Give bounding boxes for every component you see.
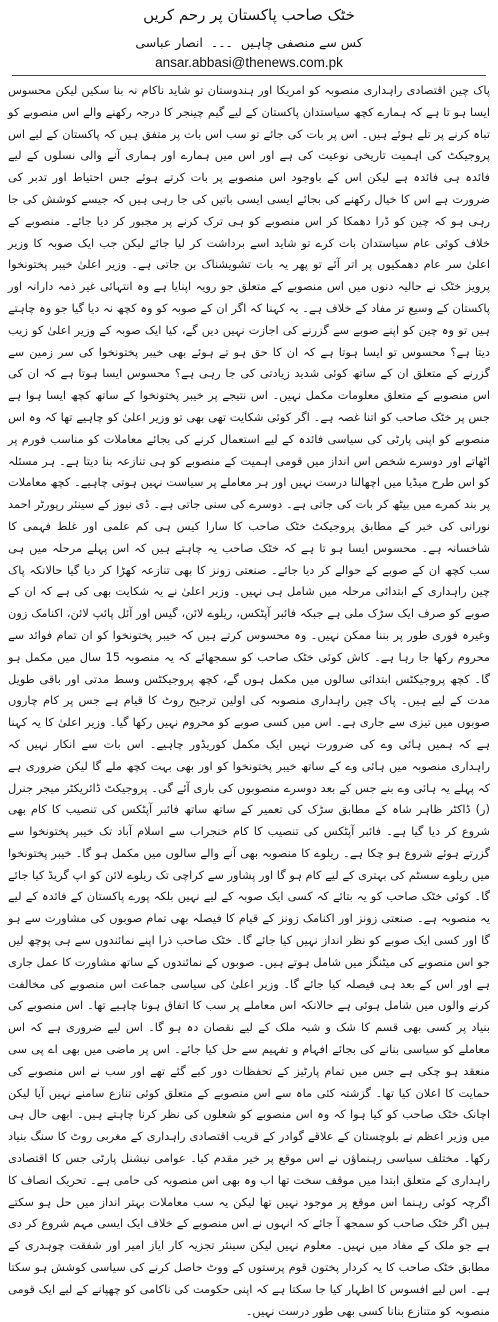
byline	[6, 34, 492, 52]
header-divider	[12, 75, 486, 76]
column-subtitle: کس سے منصفی چاہیں	[240, 35, 363, 50]
byline-separator: ۔۔۔	[210, 35, 233, 50]
article-body: پاک چین اقتصادی راہداری منصوبہ کو امریکا اور ہندوستان تو شاید ناکام نہ بنا سکیں لیکن محسوس ایسا ہو تا ہے کہ ہمارے کچھ سیاستدان پاکستان کے لیے گیم چینجر کا درجہ رکھنے والے اس منصوبے کو تباہ کرنے پر تلے ہوئے ہیں۔ اس پر بات کی جائے تو سب اس بات پر متفق ہیں کہ پاکستان کے لیے اس پروجیکٹ کی اہمیت تاریخی نوعیت کی ہے اور اس میں ہمارے اور ہماری آنے والی نسلوں کے لیے فائدہ ہی فائدہ ہے لیکن اس کے باوجود اس منصوبے پر بات کرتے ہوئے جس احتیاط اور تدبر کی ضرورت ہے اس کا خیال رکھنے کی بجائے ایسی ایسی باتیں کی جا رہی ہیں کہ جیسے کوشش کی جا رہی ہو کہ چین کو ڈرا دھمکا کر اس منصوبے کو ہی ترک کرنے پر مجبور کر دیا جائے۔ منصوبے کے خلاف کوئی عام سیاستدان بات کرے تو شاید اسے برداشت کر لیا جائے لیکن جب ایک صوبہ کا وزیر اعلیٰ سر عام دھمکیوں پر اتر آئے تو پھر یہ بات تشویشناک بن جاتی ہے۔ وزیر اعلیٰ خیبر پختونخوا پرویز خٹک نے حالیہ دنوں میں اس منصوبے کے متعلق جو رویہ اپنایا ہے وہ انتہائی غیر ذمہ دارانہ اور پاکستان کے وسیع تر مفاد کے خلاف ہے۔ یہ کہنا کہ اگر ان کے صوبہ کو وہ کچھ نہ دیا گیا جو وہ چاہتے ہیں تو وہ چین کو اپنے صوبے سے گزرنے کی اجازت نہیں دیں گے، کیا ایک صوبہ کے وزیر اعلیٰ کو زیب دیتا ہے؟ محسوس تو ایسا ہوتا ہے کہ ان کا حق ہو تے ہوئے بھی خیبر پختونخوا کی سر زمین سے گزرنے کے متعلق ان کے ساتھ کوئی شدید زیادتی کی جا رہی ہے؟ محسوس ایسا ہوتا ہے کہ ان کی اس منصوبے کے متعلق معلومات مکمل نہیں۔ اس نتیجے پر خیبر پختونخوا کے ساتھ کچھ ایسا ہوا ہے جس پر خٹک صاحب کو اتنا غصہ ہے۔ اگر کوئی شکایت تھی بھی تو وزیر اعلیٰ کو چاہیے تھا کہ وہ اس منصوبے کو اپنی پارٹی کی سیاسی فائدہ کے لیے استعمال کرنے کی بجائے معاملات کو مناسب فورم پر اٹھاتے اور دوسرے شخص اس انداز میں قومی اہمیت کے منصوبے کو ہی تنازعہ بنا دیتا ہے۔ ہر مسئلہ کو اس طرح میڈیا میں اچھالنا درست نہیں اور ہر معاملے پر سیاست نہیں ہوتی چاہیے۔ کچھ معاملات پر بند کمرے میں بیٹھ کر بات کی جاتی ہے۔ دوسرے کی سنی جاتی ہے۔ ڈی نیوز کے سینئر رپورٹر احمد نورانی کی خبر کے مطابق پروجیکٹ خٹک صاحب کا سارا کیس ہی کم علمی اور غلط فہمی کا شاخسانہ ہے۔ محسوس ایسا ہو تا ہے کہ خٹک صاحب یہ چاہتے ہیں کہ اس پہلے مرحلہ میں ہی سب کچھ ان کے صوبے کے حوالے کر دیا جائے۔ صنعتی زونز کا بھی تنازعہ کھڑا کر دیا گیا حالانکہ پاک چین راہداری کے ابتدائی مرحلہ میں شامل ہی نہیں۔ وزیر اعلیٰ نے یہ شکایت بھی کی ہے کہ ان کے صوبے کو صرف ایک سڑک ملی ہے جبکہ فائبر آپٹکس، ریلوے لائن، گیس اور آئل پائپ لائن، اکنامک زون وغیرہ فوری طور پر بننا ممکن نہیں۔ وہ محسوس کرتے ہیں کہ خیبر پختونخوا کو ان تمام فوائد سے محروم رکھا جا رہا ہے۔ کاش کوئی خٹک صاحب کو سمجھائے کہ یہ منصوبہ 15 سال میں مکمل ہو گا۔ کچھ پروجیکٹس ابتدائی سالوں میں مکمل ہوں گے، کچھ پروجیکٹس وسط مدتی اور باقی طویل مدت کے لیے ہیں۔ پاک چین راہداری منصوبہ کی اولین ترجیح روٹ کا قیام ہے جس پر کام چاروں صوبوں میں تیزی سے جاری ہے۔ اس میں کسی صوبے کو محروم نہیں رکھا گیا۔ وزیر اعلیٰ کا یہ کہنا ہے کہ ہمیں ہائی وے کی ضرورت نہیں ایک مکمل کوریڈور چاہیے۔ اس بات سے انکار نہیں کہ راہداری منصوبہ میں ہائی وے کے ساتھ خیبر پختونخوا کو اور بھی بہت کچھ ملے گا لیکن ضروری ہے کہ پہلے یہ ہائی وے بنے جس کے بعد دوسرے منصوبوں کی باری آئے گی۔ پروجیکٹ ڈائریکٹر میجر جنرل (ر) ڈاکٹر ظاہر شاہ کے مطابق سڑک کی تعمیر کے ساتھ ساتھ فائبر آپٹکس کی تنصیب کا کام بھی شروع کر دیا گیا ہے۔ فائبر آپٹکس کی تنصیب کا کام خنجراب سے اسلام آباد تک خیبر پختونخوا سے گزرتے ہوئے شروع ہو چکا ہے۔ ریلوے کا منصوبہ بھی آنے والے سالوں میں مکمل ہو گا۔ خیبر پختونخوا میں ریلوے سسٹم کی بہتری کے لیے کام ہو گا اور پشاور سے کراچی تک ریلوے لائن کو اپ گریڈ کیا جائے گا۔ کوئی خٹک صاحب کو یہ بتائے کہ کسی ایک صوبہ کے لیے نہیں بلکہ پورے پاکستان کے فائدہ کے لیے یہ منصوبہ ہے۔ صنعتی زونز اور اکنامک زونز کے قیام کا فیصلہ بھی تمام صوبوں کی مشاورت سے ہو گا اور کسی ایک صوبے کو نظر انداز نہیں کیا جائے گا۔ خٹک صاحب ذرا اپنے نمائندوں سے ہی پوچھ لیں جو اس منصوبے کی میٹنگز میں شامل ہوتے ہیں۔ صوبوں کے نمائندوں کے ساتھ مشاورت کا عمل جاری ہے اور اس کے بعد ہی فیصلہ کیا جائے گا۔ وزیر اعلیٰ کی سیاسی جماعت اس منصوبے کی مخالفت کرنے والوں میں شامل ہوئی ہے حالانکہ اس معاملے پر سب کا اتفاق ہونا چاہیے تھا۔ اس منصوبے کی بنیاد پر کسی بھی قسم کا شک و شبہ ملک کے لیے نقصان دہ ہو گا۔ اس لیے ضروری ہے کہ اس معاملے کو سیاسی بنانے کی بجائے افہام و تفہیم سے حل کیا جائے۔ اس پر ماضی میں بھی اے پی سی منعقد ہو چکی ہے جس میں تمام پارٹیز کے تحفظات دور کیے گئے تھے اور سب نے اس منصوبے کی حمایت کا اعلان کیا تھا۔ گزشتہ کئی ماہ سے اس منصوبے کے متعلق کوئی تنازع سامنے نہیں آیا لیکن اچانک خٹک صاحب کو کیا ہوا کہ وہ اس منصوبے کو شعلوں کی نظر کرنا چاہتے ہیں۔ ابھی حال ہی میں وزیر اعظم نے بلوچستان کے علاقے گوادر کے قریب اقتصادی راہداری کے مغربی روٹ کا سنگ بنیاد رکھا۔ مختلف سیاسی رہنماؤں نے اس موقع پر خیر مقدم کیا۔ عوامی نیشنل پارٹی جس کا اقتصادی راہداری کے متعلق ابتدا میں موقف سخت تھا اب وہ بھی اس منصوبہ کی حامی ہے۔ تحریک انصاف کا اگرچہ کوئی رہنما اس موقع پر موجود نہیں تھا لیکن یہ سب معاملات بہتر انداز میں حل ہو سکتے ہیں اگر خٹک صاحب کو سمجھ آ جائے کہ انہوں نے اس منصوبے کے خلاف ایک ایسی مہم شروع کر دی ہے جو ملک کے مفاد میں نہیں۔ معلوم نہیں لیکن سینئر تجزیہ کار ایاز امیر اور شفقت چوہدری کے مطابق خٹک صاحب کا یہ کردار پختون قوم پرستوں کے ووٹ حاصل کرنے کی سیاسی کوشش ہو سکتا ہے۔ اس لیے افسوس کا اظہار کیا جا سکتا ہے کہ اپنی حکومت کی ناکامی کو چھپانے کے لیے ایک قومی منصوبہ کو متنازع بنانا کسی بھی طور درست نہیں۔	[8, 83, 490, 1318]
author-email: ansar.abbasi@thenews.com.pk	[155, 55, 343, 70]
author-name: انصار عباسی	[135, 35, 203, 50]
column-header	[6, 4, 492, 72]
article-title: خٹک صاحب پاکستان پر رحم کریں	[143, 6, 355, 24]
